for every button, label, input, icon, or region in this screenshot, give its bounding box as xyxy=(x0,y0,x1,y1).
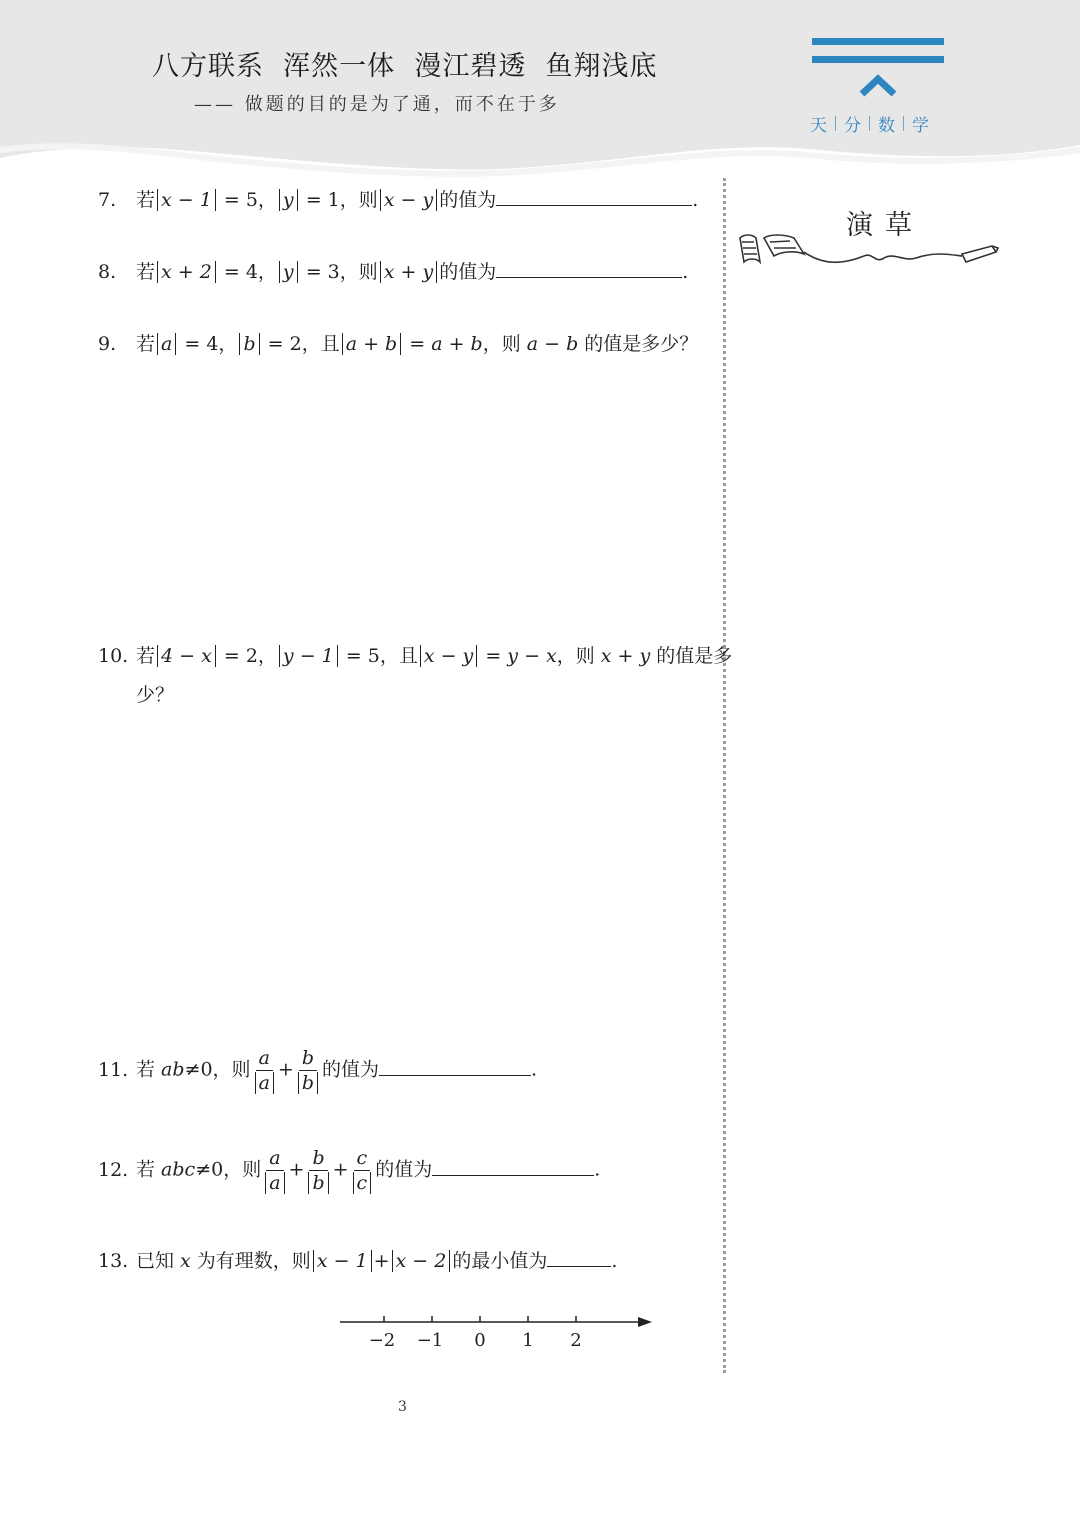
math-expression: abc xyxy=(161,1158,196,1181)
brand-char: 天 xyxy=(810,116,827,136)
answer-blank[interactable] xyxy=(547,1248,611,1267)
question-text: . xyxy=(611,1250,618,1272)
math-expression: x + y xyxy=(600,645,651,667)
abs-expression: a + b xyxy=(342,333,402,355)
page-number: 3 xyxy=(398,1399,407,1415)
question-text: 的最小值为 xyxy=(452,1250,548,1272)
question-text: . xyxy=(682,261,689,283)
fraction-numerator: a xyxy=(256,1046,273,1071)
tick-label: −2 xyxy=(368,1330,396,1351)
question-text: 的值为 xyxy=(321,1058,379,1081)
fraction-denominator: b xyxy=(298,1072,318,1094)
brand-separator xyxy=(903,116,904,131)
plus-sign: + xyxy=(277,1058,294,1081)
math-expression: x xyxy=(180,1250,191,1272)
question-text: . xyxy=(531,1058,538,1081)
question-text: 的值为 xyxy=(439,261,497,283)
question-12 xyxy=(98,1146,600,1195)
fraction-denominator: a xyxy=(255,1072,274,1094)
question-10-continuation: 少？ xyxy=(136,684,175,706)
abs-expression: x + y xyxy=(380,261,437,283)
abs-expression: y xyxy=(279,261,298,283)
abs-expression: x − 2 xyxy=(392,1250,451,1272)
fraction-numerator: b xyxy=(299,1046,317,1071)
math-expression: y − x xyxy=(507,645,557,667)
fraction-denominator: c xyxy=(353,1172,372,1194)
question-text: 的值是多少？ xyxy=(578,333,699,355)
abs-expression: x + 2 xyxy=(157,261,216,283)
question-13 xyxy=(98,1246,617,1273)
question-7 xyxy=(98,185,698,212)
question-text: 若 xyxy=(136,1158,162,1181)
question-number: 11. xyxy=(98,1058,129,1081)
fraction-numerator: a xyxy=(266,1146,283,1171)
question-text: = 5， xyxy=(217,189,277,211)
logo-icon xyxy=(812,36,944,102)
brand-char: 数 xyxy=(878,116,895,136)
fraction-denominator: a xyxy=(265,1172,284,1194)
header-motto: 八方联系 浑然一体 漫江碧透 鱼翔浅底 xyxy=(152,51,658,82)
scratch-title: 演草 xyxy=(846,210,924,241)
question-text: = xyxy=(403,333,432,355)
abs-expression: y − 1 xyxy=(279,645,338,667)
plus-sign: + xyxy=(288,1158,305,1181)
question-text: = 5，且 xyxy=(339,645,418,667)
question-text: 的值为 xyxy=(375,1158,433,1181)
header-subtitle: —— 做题的目的是为了通，而不在于多 xyxy=(194,94,560,115)
question-text: = 4， xyxy=(217,261,277,283)
brand-separator xyxy=(835,116,836,131)
question-text: = 4， xyxy=(178,333,238,355)
brand-char: 分 xyxy=(844,116,861,136)
answer-blank[interactable] xyxy=(496,187,692,206)
question-text: ≠0，则 xyxy=(195,1158,262,1181)
question-9 xyxy=(98,329,698,356)
question-text: 若 xyxy=(136,189,156,211)
question-number: 8. xyxy=(98,261,117,283)
abs-expression: 4 − x xyxy=(157,645,216,667)
question-10 xyxy=(98,641,732,668)
question-text: ≠0，则 xyxy=(184,1058,251,1081)
question-text: ，则 xyxy=(556,645,601,667)
question-text: 若 xyxy=(136,333,156,355)
math-expression: a + b xyxy=(431,333,483,355)
brand-label xyxy=(810,111,929,136)
abs-expression: x − 1 xyxy=(313,1250,372,1272)
abs-expression: x − 1 xyxy=(157,189,216,211)
question-text: = 2， xyxy=(217,645,277,667)
answer-blank[interactable] xyxy=(379,1057,531,1076)
tick-label: 0 xyxy=(474,1330,486,1351)
brand-char: 学 xyxy=(912,116,929,136)
answer-blank[interactable] xyxy=(496,259,682,278)
scroll-pen-icon xyxy=(734,224,1000,270)
tick-label: 2 xyxy=(570,1330,582,1351)
question-number: 9. xyxy=(98,333,117,355)
question-number: 13. xyxy=(98,1250,129,1272)
question-number: 7. xyxy=(98,189,117,211)
question-text: 若 xyxy=(136,261,156,283)
question-text: . xyxy=(594,1158,601,1181)
number-line xyxy=(336,1306,656,1356)
abs-expression: y xyxy=(279,189,298,211)
abs-expression: a xyxy=(157,333,176,355)
question-number: 10. xyxy=(98,645,129,667)
tick-label: −1 xyxy=(416,1330,444,1351)
math-expression: ab xyxy=(161,1058,185,1081)
question-text: 若 xyxy=(136,645,156,667)
question-text: ，则 xyxy=(482,333,527,355)
question-text: = xyxy=(479,645,508,667)
brand-separator xyxy=(869,116,870,131)
question-text: = 3，则 xyxy=(299,261,378,283)
column-divider xyxy=(723,178,726,1373)
fraction xyxy=(253,1046,276,1095)
question-text: 的值为 xyxy=(439,189,497,211)
question-text: 的值是多 xyxy=(650,645,733,667)
question-text: = 2，且 xyxy=(261,333,340,355)
question-text: 已知 xyxy=(136,1250,181,1272)
fraction-numerator: c xyxy=(354,1146,371,1171)
question-text: 若 xyxy=(136,1058,162,1081)
fraction-numerator: b xyxy=(309,1146,327,1171)
question-text: . xyxy=(692,189,699,211)
question-number: 12. xyxy=(98,1158,129,1181)
abs-expression: x − y xyxy=(420,645,477,667)
question-text: 为有理数，则 xyxy=(190,1250,311,1272)
answer-blank[interactable] xyxy=(432,1157,594,1176)
plus-sign: + xyxy=(332,1158,349,1181)
question-8 xyxy=(98,257,688,284)
fraction xyxy=(351,1146,374,1195)
abs-expression: b xyxy=(239,333,259,355)
question-text: = 1，则 xyxy=(299,189,378,211)
plus-sign: + xyxy=(373,1250,390,1272)
tick-label: 1 xyxy=(522,1330,534,1351)
fraction xyxy=(263,1146,286,1195)
math-expression: a − b xyxy=(526,333,579,355)
fraction xyxy=(306,1146,330,1195)
fraction-denominator: b xyxy=(308,1172,328,1194)
fraction xyxy=(296,1046,320,1095)
question-11 xyxy=(98,1046,537,1095)
abs-expression: x − y xyxy=(380,189,437,211)
